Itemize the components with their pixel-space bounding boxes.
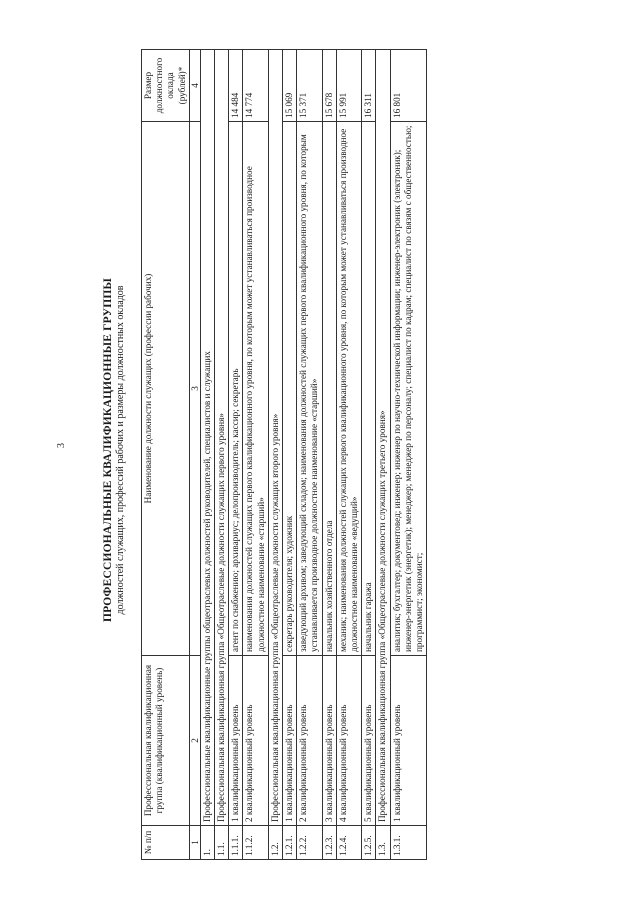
row-salary: 15 678 [322, 50, 336, 122]
row-num: 1.2.1. [283, 826, 297, 860]
group-heading: Профессиональные квалификационные группы общеотраслевых должностей руководителей, специалистов и служащих [200, 50, 214, 826]
title-block [102, 20, 126, 880]
document-title: ПРОФЕССИОНАЛЬНЫЕ КВАЛИФИКАЦИОННЫЕ ГРУППЫ [102, 277, 114, 623]
row-position: наименования должностей служащих первого квалификационного уровня, по которым может устанавливаться производное должностное наименование «старший» [243, 122, 268, 656]
table-row [376, 50, 390, 860]
row-level: 2 квалификационный уровень [243, 656, 268, 826]
row-position: секретарь руководителя; художник [283, 122, 297, 656]
row-level: 5 квалификационный уровень [362, 656, 376, 826]
table-row [283, 50, 297, 860]
column-index-row [189, 50, 200, 860]
header-position: Наименование должности служащих (профессии рабочих) [142, 122, 190, 656]
row-num: 1.2.4. [336, 826, 361, 860]
document-subtitle: должностей служащих, профессий рабочих и размеры должностных окладов [115, 285, 126, 615]
table-row [229, 50, 243, 860]
row-num: 1.2.2. [297, 826, 322, 860]
index-cell: 1 [189, 826, 200, 860]
table-row [390, 50, 427, 860]
row-num: 1.1. [215, 826, 229, 860]
table-row [362, 50, 376, 860]
row-position: агент по снабжению; архивариус; делопроизводитель; кассир; секретарь [229, 122, 243, 656]
index-cell: 2 [189, 656, 200, 826]
table-row [243, 50, 268, 860]
row-level: 1 квалификационный уровень [229, 656, 243, 826]
row-position: заведующий архивом; заведующий складом; наименования должностей служащих первого квалификационного уровня, по которым устанавливается производное должностное наименование «старший» [297, 122, 322, 656]
row-salary: 14 484 [229, 50, 243, 122]
index-cell: 3 [189, 122, 200, 656]
row-position: механик; наименования должностей служащих первого квалификационного уровня, по которым может устанавливаться производное должностное наименование «ведущий» [336, 122, 361, 656]
row-level: 3 квалификационный уровень [322, 656, 336, 826]
row-num: 1.2.5. [362, 826, 376, 860]
table-row [215, 50, 229, 860]
row-num: 1.3. [376, 826, 390, 860]
row-salary: 15 069 [283, 50, 297, 122]
group-heading: Профессиональная квалификационная группа «Общеотраслевые должности служащих второго уровня» [268, 50, 282, 826]
table-row [322, 50, 336, 860]
header-num: № п/п [142, 826, 190, 860]
row-num: 1. [200, 826, 214, 860]
row-level: 4 квалификационный уровень [336, 656, 361, 826]
row-salary: 15 991 [336, 50, 361, 122]
table-row [297, 50, 322, 860]
row-level: 1 квалификационный уровень [283, 656, 297, 826]
table-row [200, 50, 214, 860]
rotated-table-container [141, 50, 427, 860]
header-salary: Размер должностного оклада (рублей)* [142, 50, 190, 122]
index-cell: 4 [189, 50, 200, 122]
table-row [336, 50, 361, 860]
qualification-groups-table [141, 49, 427, 860]
row-salary: 14 774 [243, 50, 268, 122]
group-heading: Профессиональная квалификационная группа «Общеотраслевые должности служащих первого уровня» [215, 50, 229, 826]
table-row [268, 50, 282, 860]
table-header-row [142, 50, 190, 860]
row-position: начальник гаража [362, 122, 376, 656]
row-salary: 16 801 [390, 50, 427, 122]
row-num: 1.1.1. [229, 826, 243, 860]
row-salary: 15 371 [297, 50, 322, 122]
header-level: Профессиональная квалификационная группа (квалификационный уровень) [142, 656, 190, 826]
row-num: 1.2. [268, 826, 282, 860]
group-heading: Профессиональная квалификационная группа «Общеотраслевые должности служащих третьего уровня» [376, 50, 390, 826]
row-level: 1 квалификационный уровень [390, 656, 427, 826]
row-num: 1.3.1. [390, 826, 427, 860]
row-num: 1.2.3. [322, 826, 336, 860]
row-level: 2 квалификационный уровень [297, 656, 322, 826]
row-salary: 16 311 [362, 50, 376, 122]
row-num: 1.1.2. [243, 826, 268, 860]
page-number: 3 [56, 443, 67, 448]
row-position: аналитик; бухгалтер; документовед; инженер; инженер по научно-технической информации; инженер-электроник (электроник); инженер-энергетик (энергетик); менеджер; менеджер по персоналу; специалист по кадрам; специалист по связям с общественностью; программист; экономист; [390, 122, 427, 656]
row-position: начальник хозяйственного отдела [322, 122, 336, 656]
